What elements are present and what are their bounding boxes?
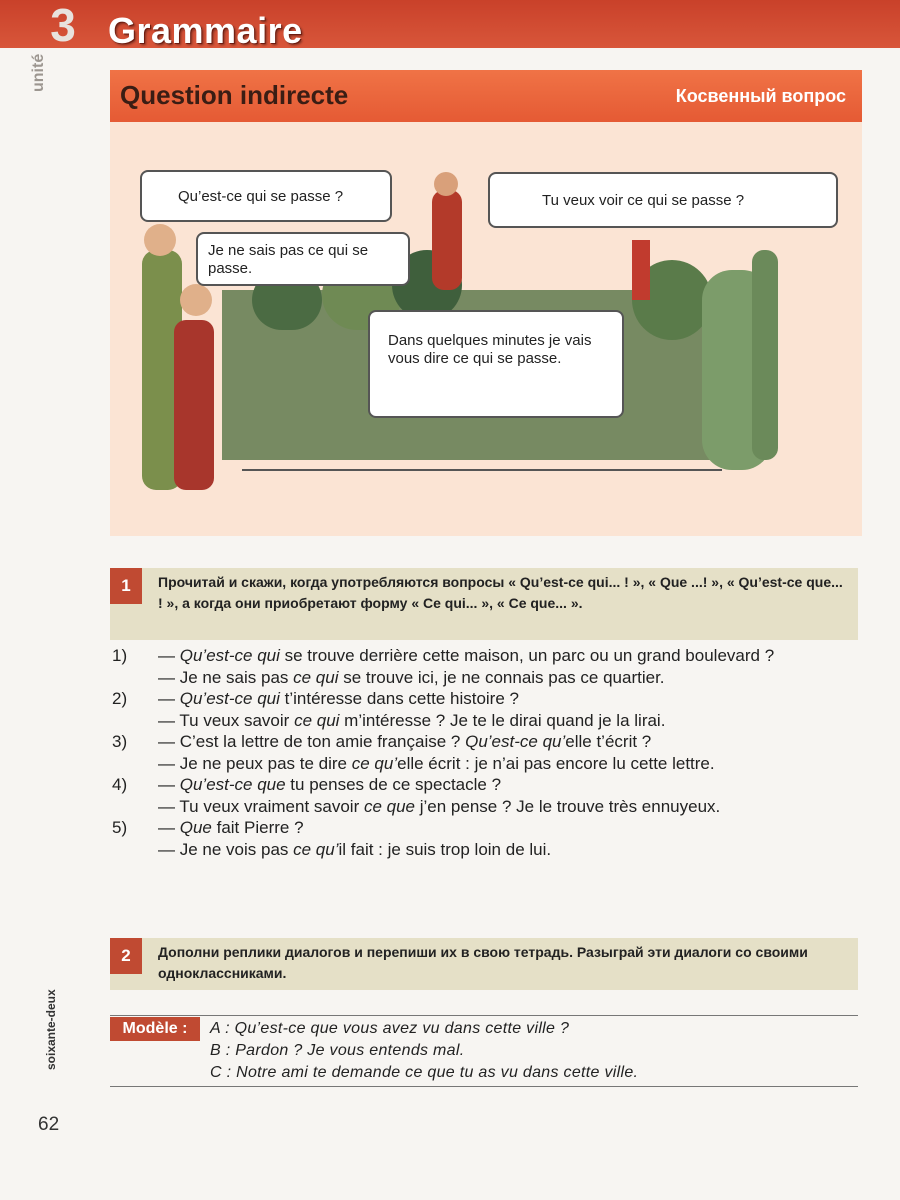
highlighted-phrase: Qu’est-ce que (179, 775, 286, 794)
highlighted-phrase: Qu’est-ce qui (179, 646, 280, 665)
exercise-text: Прочитай и скажи, когда употребляются вопросы « Qu’est-ce qui... ! », « Que ...! », « Qu’est-ce que... ! », а когда они приобретают форму « Ce qui... », « Ce que... ». (158, 574, 843, 611)
divider (110, 1086, 858, 1087)
grammar-header (110, 70, 862, 122)
dialogue-item (112, 774, 856, 817)
dialogue-line: — Je ne vois pas ce qu’il fait : je suis trop loin de lui. (158, 839, 552, 859)
dialogue-number: 1) (112, 646, 128, 665)
sign-board: Dans quelques minutes je vais vous dire ce qui se passe. (368, 310, 624, 418)
section-title: Grammaire (108, 10, 303, 51)
dialogue-number: 2) (112, 689, 128, 708)
exercise-1-instruction (110, 568, 858, 640)
dialogue-number: 5) (112, 818, 128, 837)
dialogue-list (112, 645, 856, 860)
page-number-words: soixante-deux (44, 989, 58, 1070)
dialogue-number: 4) (112, 775, 128, 794)
dialogue-item (112, 817, 856, 860)
highlighted-phrase: ce qu’ (293, 839, 339, 859)
highlighted-phrase: ce qu’ (351, 753, 398, 773)
dialogue-item (112, 688, 856, 731)
model-line: C : Notre ami te demande ce que tu as vu dans cette ville. (210, 1064, 639, 1081)
speech-bubble: Tu veux voir ce qui se passe ? (488, 172, 838, 228)
exercise-number: 2 (110, 938, 142, 974)
unit-number: 3 (50, 0, 76, 51)
model-label: Modèle : (110, 1017, 200, 1041)
dialogue-line: — Tu veux vraiment savoir ce que j’en pense ? Je le trouve très ennuyeux. (158, 796, 721, 816)
dialogue-item (112, 645, 856, 688)
page-number: 62 (38, 1114, 60, 1135)
dialogue-line: — Que fait Pierre ? (158, 818, 304, 837)
exercise-2-instruction (110, 938, 858, 990)
highlighted-phrase: ce qui (293, 667, 339, 687)
dialogue-line: — Qu’est-ce qui se trouve derrière cette maison, un parc ou un grand boulevard ? (158, 646, 775, 665)
model-line: A : Qu’est-ce que vous avez vu dans cette ville ? (210, 1020, 570, 1037)
dialogue-line: — C’est la lettre de ton amie française ? Qu’est-ce qu’elle t’écrit ? (158, 732, 652, 751)
highlighted-phrase: Que (179, 818, 212, 837)
highlighted-phrase: Qu’est-ce qu’ (465, 732, 566, 751)
highlighted-phrase: ce que (363, 796, 416, 816)
dialogue-line: — Je ne peux pas te dire ce qu’elle écrit : je n’ai pas encore lu cette lettre. (158, 753, 715, 773)
dialogue-line: — Tu veux savoir ce qui m’intéresse ? Je te le dirai quand je la lirai. (158, 710, 666, 730)
model-line: B : Pardon ? Je vous entends mal. (210, 1042, 465, 1059)
dialogue-line: — Je ne sais pas ce qui se trouve ici, je ne connais pas ce quartier. (158, 667, 665, 687)
exercise-number: 1 (110, 568, 142, 604)
grammar-title: Question indirecte (120, 80, 349, 110)
dialogue-line: — Qu’est-ce qui t’intéresse dans cette histoire ? (158, 689, 519, 708)
dialogue-item (112, 731, 856, 774)
divider (110, 1015, 858, 1016)
exercise-text: Дополни реплики диалогов и перепиши их в свою тетрадь. Разыграй эти диалоги со своими одноклассниками. (158, 944, 808, 981)
dialogue-line: — Qu’est-ce que tu penses de ce spectacle ? (158, 775, 502, 794)
highlighted-phrase: ce qui (294, 710, 340, 730)
speech-bubble: Qu’est-ce qui se passe ? (140, 170, 392, 222)
model-dialogue (210, 1018, 850, 1084)
dialogue-number: 3) (112, 732, 128, 751)
speech-bubble: Je ne sais pas ce qui se passe. (196, 232, 410, 286)
highlighted-phrase: Qu’est-ce qui (179, 689, 280, 708)
unit-label: unité (30, 53, 47, 92)
grammar-title-russian: Косвенный вопрос (675, 86, 846, 106)
